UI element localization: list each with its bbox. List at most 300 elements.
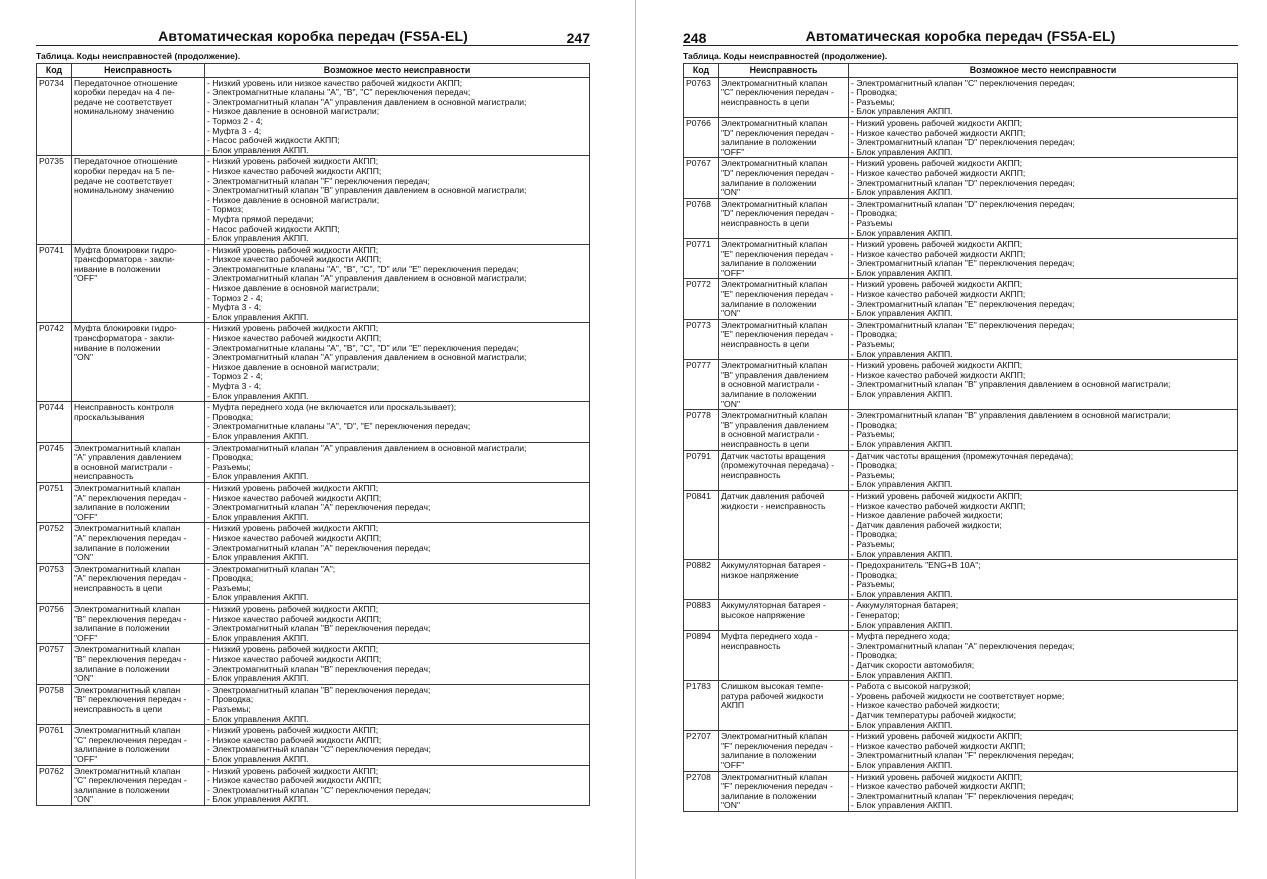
fault-code: P0883	[684, 600, 719, 631]
cause-item: - Низкое качество рабочей жидкости АКПП;	[207, 166, 382, 176]
fault-code: P0768	[684, 198, 719, 238]
fault-description-line: залипание в положении	[74, 664, 170, 674]
fault-description-line: неисправность	[721, 641, 781, 651]
fault-description-line: в основной магистрали -	[74, 462, 173, 472]
cause-item: - Электромагнитный клапан "D" переключения передач;	[851, 178, 1075, 188]
cause-item: - Проводка;	[851, 570, 898, 580]
fault-description-line: Электромагнитный клапан	[721, 411, 828, 421]
cause-item: - Низкий уровень или низкое качество рабочей жидкости АКПП;	[207, 78, 463, 88]
cause-item: - Разъемы;	[851, 580, 895, 590]
fault-code: P0762	[37, 765, 72, 805]
possible-causes	[849, 360, 1238, 410]
cause-item: - Низкий уровень рабочей жидкости АКПП;	[851, 280, 1023, 290]
cause-item: - Уровень рабочей жидкости не соответствует норме;	[851, 691, 1065, 701]
cause-item: - Блок управления АКПП.	[851, 439, 953, 449]
table-row	[684, 360, 1238, 410]
fault-description-line: "ON"	[721, 188, 740, 198]
cause-item: - Блок управления АКПП.	[207, 312, 309, 322]
possible-causes	[205, 644, 590, 684]
fault-description-line: залипание в положении	[74, 785, 170, 795]
possible-causes	[205, 482, 590, 522]
column-header-code: Код	[37, 64, 72, 78]
fault-description-line: Электромагнитный клапан	[721, 118, 828, 128]
cause-item: - Низкое качество рабочей жидкости;	[851, 701, 1000, 711]
cause-item: - Электромагнитный клапан "В" управления давлением в основной магистрали;	[207, 186, 527, 196]
fault-description-line: "OFF"	[74, 274, 98, 284]
cause-item: - Электромагнитные клапаны "А", "В", "С", "D" или "E" переключения передач;	[207, 343, 519, 353]
cause-item: - Низкое качество рабочей жидкости АКПП;	[207, 614, 382, 624]
possible-causes	[849, 319, 1238, 359]
cause-item: - Блок управления АКПП.	[851, 228, 953, 238]
fault-description	[72, 725, 205, 765]
fault-description	[719, 600, 849, 631]
page-number: 248	[683, 30, 707, 46]
fault-description-line: коробки передач на 4 пе-	[74, 88, 175, 98]
fault-description-line: "А" переключения передач -	[74, 493, 187, 503]
cause-item: - Муфта переднего хода;	[851, 632, 951, 642]
cause-item: - Низкое качество рабочей жидкости АКПП;	[851, 501, 1026, 511]
cause-item: - Низкий уровень рабочей жидкости АКПП;	[851, 361, 1023, 371]
cause-item: - Блок управления АКПП.	[207, 754, 309, 764]
fault-description	[719, 681, 849, 731]
fault-code: P2708	[684, 771, 719, 811]
fault-code: P0758	[37, 684, 72, 724]
fault-description-line: "OFF"	[721, 760, 745, 770]
cause-item: - Электромагнитный клапан "F" переключения передач;	[207, 176, 430, 186]
fault-description	[719, 360, 849, 410]
fault-description-line: "А" переключения передач -	[74, 533, 187, 543]
cause-item: - Низкий уровень рабочей жидкости АКПП;	[207, 483, 379, 493]
cause-item: - Низкое качество рабочей жидкости АКПП;	[207, 255, 382, 265]
table-body	[37, 77, 590, 805]
fault-description-line: "OFF"	[721, 147, 745, 157]
cause-item: - Блок управления АКПП.	[207, 633, 309, 643]
cause-item: - Тормоз 2 - 4;	[207, 116, 263, 126]
cause-item: - Блок управления АКПП.	[851, 801, 953, 811]
cause-item: - Разъемы;	[207, 583, 251, 593]
cause-item: - Низкое давление рабочей жидкости;	[851, 511, 1003, 521]
fault-description-line: "E" переключения передач -	[721, 249, 834, 259]
fault-description	[719, 490, 849, 559]
cause-item: - Блок управления АКПП.	[207, 512, 309, 522]
fault-description-line: редаче не соответствует	[74, 176, 173, 186]
fault-code: P0757	[37, 644, 72, 684]
cause-item: - Блок управления АКПП.	[851, 670, 953, 680]
fault-description	[72, 563, 205, 603]
cause-item: - Низкий уровень рабочей жидкости АКПП;	[851, 491, 1023, 501]
cause-item: - Низкое давление в основной магистрали;	[207, 284, 380, 294]
fault-description	[719, 731, 849, 771]
fault-description-line: "ON"	[721, 801, 740, 811]
fault-description	[719, 410, 849, 450]
table-row	[37, 765, 590, 805]
cause-item: - Низкое качество рабочей жидкости АКПП;	[851, 782, 1026, 792]
fault-code: P0772	[684, 279, 719, 319]
fault-code: P0894	[684, 631, 719, 681]
fault-description-line: "D" переключения передач -	[721, 128, 834, 138]
fault-description-line: неисправность в цепи	[721, 439, 810, 449]
fault-description-line: "В" переключения передач -	[74, 655, 187, 665]
fault-description-line: неисправность в цепи	[721, 218, 810, 228]
cause-item: - Электромагнитный клапан "В" переключения передач;	[207, 664, 431, 674]
fault-code: P0841	[684, 490, 719, 559]
cause-item: - Низкий уровень рабочей жидкости АКПП;	[851, 240, 1023, 250]
fault-description-line: залипание в положении	[74, 624, 170, 634]
cause-item: - Генератор;	[851, 611, 900, 621]
cause-item: - Тормоз 2 - 4;	[207, 372, 263, 382]
fault-code: P0771	[684, 239, 719, 279]
cause-item: - Электромагнитный клапан "В" управления давлением в основной магистрали;	[851, 380, 1171, 390]
cause-item: - Электромагнитный клапан "С" переключения передач;	[851, 78, 1075, 88]
fault-description-line: Электромагнитный клапан	[74, 726, 181, 736]
table-row	[37, 244, 590, 323]
fault-description-line: Электромагнитный клапан	[721, 78, 828, 88]
cause-item: - Блок управления АКПП.	[207, 391, 309, 401]
cause-item: - Насос рабочей жидкости АКПП;	[207, 136, 340, 146]
fault-description-line: низкое напряжение	[721, 570, 799, 580]
fault-description	[72, 156, 205, 244]
cause-item: - Низкий уровень рабочей жидкости АКПП;	[851, 118, 1023, 128]
table-row	[37, 77, 590, 156]
cause-item: - Низкое качество рабочей жидкости АКПП;	[207, 735, 382, 745]
fault-description-line: "OFF"	[74, 633, 98, 643]
fault-description-line: Муфта переднего хода -	[721, 632, 818, 642]
cause-item: - Низкое качество рабочей жидкости АКПП;	[207, 655, 382, 665]
cause-item: - Работа с высокой нагрузкой;	[851, 682, 971, 692]
table-caption: Таблица. Коды неисправностей (продолжение).	[683, 51, 888, 61]
fault-description-line: "ON"	[721, 309, 740, 319]
fault-description-line: "С" переключения передач -	[74, 776, 187, 786]
fault-description-line: залипание в положении	[721, 390, 817, 399]
cause-item: - Блок управления АКПП.	[851, 760, 953, 770]
fault-code: P0734	[37, 77, 72, 156]
cause-item: - Проводка;	[207, 695, 254, 705]
cause-item: - Низкое качество рабочей жидкости АКПП;	[207, 493, 382, 503]
fault-code: P0751	[37, 482, 72, 522]
page-gutter	[635, 0, 636, 879]
possible-causes	[849, 490, 1238, 559]
cause-item: - Электромагнитный клапан "В" переключения передач;	[207, 685, 431, 695]
fault-description-line: залипание в положении	[74, 543, 170, 553]
cause-item: - Блок управления АКПП.	[207, 674, 309, 684]
fault-description-line: "ON"	[74, 353, 93, 363]
fault-description-line: залипание в положении	[74, 503, 170, 513]
column-header-fault: Неисправность	[72, 64, 205, 78]
fault-description-line: Электромагнитный клапан	[721, 732, 828, 742]
fault-code: P0742	[37, 323, 72, 402]
fault-code: P0761	[37, 725, 72, 765]
fault-description-line: "OFF"	[74, 512, 98, 522]
cause-item: - Блок управления АКПП.	[851, 349, 953, 359]
possible-causes	[849, 77, 1238, 117]
cause-item: - Предохранитель "ENG+B 10A";	[851, 561, 981, 571]
fault-description-line: трансформатора - закли-	[74, 255, 175, 265]
cause-item: - Электромагнитный клапан "D" переключения передач;	[851, 138, 1075, 148]
fault-description-line: жидкости - неисправность	[721, 501, 826, 511]
fault-code: P0753	[37, 563, 72, 603]
fault-description-line: неисправность в цепи	[74, 583, 163, 593]
fault-description-line: залипание в положении	[721, 299, 817, 309]
fault-description	[719, 771, 849, 811]
fault-description-line: "С" переключения передач -	[721, 88, 834, 98]
possible-causes	[849, 600, 1238, 631]
cause-item: - Электромагнитный клапан "А" управления давлением в основной магистрали;	[207, 443, 527, 453]
possible-causes	[205, 77, 590, 156]
cause-item: - Электромагнитный клапан "С" переключения передач;	[207, 785, 431, 795]
fault-description	[72, 644, 205, 684]
fault-description-line: неисправность	[74, 472, 134, 482]
cause-item: - Датчик скорости автомобиля;	[851, 661, 975, 671]
column-header-causes: Возможное место неисправности	[205, 64, 590, 78]
cause-item: - Муфта 3 - 4;	[207, 126, 262, 136]
fault-description-line: "ON"	[74, 795, 93, 805]
fault-code: P0741	[37, 244, 72, 323]
fault-description-line: Муфта блокировки гидро-	[74, 324, 177, 334]
cause-item: - Муфта 3 - 4;	[207, 303, 262, 313]
possible-causes	[849, 681, 1238, 731]
fault-description-line: неисправность	[721, 470, 781, 480]
table-row	[37, 323, 590, 402]
table-row	[684, 631, 1238, 681]
cause-item: - Муфта переднего хода (не включается или проскальзывает);	[207, 403, 457, 413]
fault-description-line: "В" переключения передач -	[74, 695, 187, 705]
cause-item: - Электромагнитный клапан "F" переключения передач;	[851, 791, 1074, 801]
cause-item: - Электромагнитный клапан "С" переключения передач;	[207, 745, 431, 755]
fault-description-line: "В" переключения передач -	[74, 614, 187, 624]
table-row	[37, 156, 590, 244]
cause-item: - Низкое качество рабочей жидкости АКПП;	[207, 776, 382, 786]
cause-item: - Низкий уровень рабочей жидкости АКПП;	[207, 645, 379, 655]
fault-description-line: "В" управления давлением	[721, 370, 829, 380]
table-row	[684, 117, 1238, 157]
cause-item: - Блок управления АКПП.	[851, 390, 953, 399]
cause-item: - Электромагнитный клапан "F" переключения передач;	[851, 751, 1074, 761]
fault-code: P0745	[37, 442, 72, 482]
cause-item: - Низкий уровень рабочей жидкости АКПП;	[207, 605, 379, 615]
cause-item: - Электромагнитный клапан "В" управления давлением в основной магистрали;	[851, 411, 1171, 421]
possible-causes	[849, 631, 1238, 681]
cause-item: - Низкий уровень рабочей жидкости АКПП;	[207, 157, 379, 167]
cause-item: - Низкий уровень рабочей жидкости АКПП;	[851, 772, 1023, 782]
table-row	[684, 410, 1238, 450]
column-header-code: Код	[684, 64, 719, 78]
page-header	[36, 0, 590, 46]
right-page	[683, 0, 1238, 812]
cause-item: - Низкое качество рабочей жидкости АКПП;	[207, 533, 382, 543]
fault-code: P0744	[37, 402, 72, 442]
fault-description	[72, 684, 205, 724]
fault-code: P2707	[684, 731, 719, 771]
table-row	[37, 442, 590, 482]
cause-item: - Разъемы;	[207, 705, 251, 714]
possible-causes	[849, 279, 1238, 319]
page-title: Автоматическая коробка передач (FS5A-EL)	[158, 28, 468, 44]
fault-description-line: "E" переключения передач -	[721, 290, 834, 300]
cause-item: - Электромагнитный клапан "А" переключения передач;	[207, 543, 431, 553]
cause-item: - Проводка;	[851, 420, 898, 430]
page-title: Автоматическая коробка передач (FS5A-EL)	[805, 28, 1116, 44]
cause-item: - Низкий уровень рабочей жидкости АКПП;	[207, 524, 379, 534]
cause-item: - Блок управления АКПП.	[851, 309, 953, 319]
table-row	[684, 77, 1238, 117]
fault-description-line: залипание в положении	[721, 259, 817, 269]
cause-item: - Блок управления АКПП.	[851, 720, 953, 730]
fault-description-line: залипание в положении	[721, 791, 817, 801]
table-row	[37, 684, 590, 724]
cause-item: - Электромагнитные клапаны "А", "D", "E" переключения передач;	[207, 422, 471, 432]
table-caption: Таблица. Коды неисправностей (продолжение).	[36, 51, 241, 61]
fault-code: P0773	[684, 319, 719, 359]
fault-code: P1783	[684, 681, 719, 731]
cause-item: - Низкое давление в основной магистрали;	[207, 362, 380, 372]
cause-item: - Блок управления АКПП.	[207, 431, 309, 441]
cause-item: - Низкий уровень рабочей жидкости АКПП;	[851, 732, 1023, 742]
cause-item: - Электромагнитный клапан "E" переключения передач;	[851, 259, 1075, 269]
cause-item: - Тормоз 2 - 4;	[207, 293, 263, 303]
possible-causes	[849, 158, 1238, 198]
cause-item: - Электромагнитный клапан "А" управления давлением в основной магистрали;	[207, 274, 527, 284]
fault-description-line: трансформатора - закли-	[74, 334, 175, 344]
fault-description-line: "В" управления давлением	[721, 420, 829, 430]
cause-item: - Блок управления АКПП.	[851, 549, 953, 559]
fault-description-line: Электромагнитный клапан	[74, 443, 181, 453]
fault-description-line: Электромагнитный клапан	[74, 766, 181, 776]
fault-description-line: Электромагнитный клапан	[74, 605, 181, 615]
fault-description	[719, 450, 849, 490]
cause-item: - Муфта прямой передачи;	[207, 214, 314, 224]
fault-description-line: "D" переключения передач -	[721, 168, 834, 178]
cause-item: - Низкое качество рабочей жидкости АКПП;	[851, 168, 1026, 178]
table-row	[684, 450, 1238, 490]
fault-codes-table	[36, 63, 590, 806]
cause-item: - Блок управления АКПП.	[207, 795, 309, 805]
cause-item: - Электромагнитные клапаны "А", "В", "С", "D" или "E" переключения передач;	[207, 264, 519, 274]
fault-description-line: "F" переключения передач -	[721, 782, 833, 792]
cause-item: - Блок управления АКПП.	[207, 472, 309, 482]
fault-code: P0766	[684, 117, 719, 157]
fault-description-line: Передаточное отношение	[74, 157, 178, 167]
table-row	[684, 600, 1238, 631]
fault-description-line: номинальному значению	[74, 186, 174, 196]
cause-item: - Блок управления АКПП.	[851, 188, 953, 198]
table-row	[684, 681, 1238, 731]
fault-description	[719, 560, 849, 600]
column-header-causes: Возможное место неисправности	[849, 64, 1238, 78]
table-row	[684, 279, 1238, 319]
fault-description-line: Аккумуляторная батарея -	[721, 601, 826, 611]
fault-description	[72, 244, 205, 323]
cause-item: - Проводка;	[207, 453, 254, 463]
table-header-row	[684, 64, 1238, 78]
fault-description-line: Электромагнитный клапан	[721, 280, 828, 290]
cause-item: - Низкое давление в основной магистрали;	[207, 195, 380, 205]
fault-description	[72, 402, 205, 442]
cause-item: - Насос рабочей жидкости АКПП;	[207, 224, 340, 234]
fault-description-line: Электромагнитный клапан	[721, 772, 828, 782]
fault-description-line: "А" управления давлением	[74, 453, 182, 463]
cause-item: - Низкое качество рабочей жидкости АКПП;	[207, 334, 382, 344]
fault-description-line: Электромагнитный клапан	[721, 159, 828, 169]
table-row	[684, 731, 1238, 771]
cause-item: - Блок управления АКПП.	[851, 147, 953, 157]
cause-item: - Блок управления АКПП.	[207, 553, 309, 563]
cause-item: - Низкое качество рабочей жидкости АКПП;	[851, 249, 1026, 259]
fault-description-line: (промежуточная передача) -	[721, 461, 835, 471]
possible-causes	[205, 244, 590, 323]
fault-description-line: Датчик частоты вращения	[721, 451, 826, 461]
fault-description-line: "E" переключения передач -	[721, 330, 834, 340]
fault-code: P0767	[684, 158, 719, 198]
cause-item: - Электромагнитный клапан "E" переключения передач;	[851, 299, 1075, 309]
cause-item: - Блок управления АКПП.	[851, 620, 953, 630]
cause-item: - Проводка;	[851, 209, 898, 219]
table-row	[684, 560, 1238, 600]
page-header	[683, 0, 1238, 46]
fault-description	[719, 198, 849, 238]
fault-description-line: Слишком высокая темпе-	[721, 682, 824, 692]
table-row	[684, 319, 1238, 359]
fault-description	[72, 765, 205, 805]
cause-item: - Электромагнитный клапан "D" переключения передач;	[851, 199, 1075, 209]
fault-description	[719, 158, 849, 198]
fault-description-line: "ON"	[721, 399, 740, 409]
fault-description	[719, 117, 849, 157]
cause-item: - Электромагнитный клапан "А" управления давлением в основной магистрали;	[207, 97, 527, 107]
cause-item: - Блок управления АКПП.	[851, 107, 953, 117]
cause-item: - Датчик температуры рабочей жидкости;	[851, 711, 1017, 720]
table-row	[684, 771, 1238, 811]
fault-description-line: Электромагнитный клапан	[721, 320, 828, 330]
cause-item: - Блок управления АКПП.	[851, 480, 953, 490]
fault-description-line: "С" переключения передач -	[74, 735, 187, 745]
cause-item: - Низкое давление в основной магистрали;	[207, 107, 380, 117]
cause-item: - Проводка;	[207, 574, 254, 584]
cause-item: - Разъемы	[851, 218, 893, 228]
table-row	[684, 158, 1238, 198]
cause-item: - Электромагнитный клапан "А" переключения передач;	[851, 641, 1075, 651]
fault-code: P0778	[684, 410, 719, 450]
cause-item: - Блок управления АКПП.	[207, 145, 309, 155]
cause-item: - Блок управления АКПП.	[207, 714, 309, 724]
fault-description	[719, 239, 849, 279]
cause-item: - Разъемы;	[851, 539, 895, 549]
fault-codes-table	[683, 63, 1238, 812]
cause-item: - Электромагнитные клапаны "А", "В", "С" переключения передач;	[207, 88, 471, 98]
cause-item: - Блок управления АКПП.	[207, 593, 309, 603]
fault-description-line: Электромагнитный клапан	[74, 645, 181, 655]
column-header-fault: Неисправность	[719, 64, 849, 78]
possible-causes	[205, 725, 590, 765]
cause-item: - Разъемы;	[851, 470, 895, 480]
fault-description-line: Аккумуляторная батарея -	[721, 561, 826, 571]
cause-item: - Проводка;	[207, 412, 254, 422]
fault-description	[72, 482, 205, 522]
cause-item: - Датчик давления рабочей жидкости;	[851, 520, 1002, 530]
cause-item: - Датчик частоты вращения (промежуточная передача);	[851, 451, 1074, 461]
fault-description-line: Электромагнитный клапан	[74, 685, 181, 695]
fault-code: P0752	[37, 523, 72, 563]
fault-description-line: "OFF"	[74, 754, 98, 764]
cause-item: - Электромагнитный клапан "E" переключения передач;	[851, 320, 1075, 330]
fault-description	[72, 442, 205, 482]
cause-item: - Низкий уровень рабочей жидкости АКПП;	[207, 245, 379, 255]
possible-causes	[849, 771, 1238, 811]
cause-item: - Проводка;	[851, 530, 898, 540]
fault-description	[72, 77, 205, 156]
cause-item: - Муфта 3 - 4;	[207, 382, 262, 391]
possible-causes	[849, 239, 1238, 279]
cause-item: - Низкий уровень рабочей жидкости АКПП;	[851, 159, 1023, 169]
